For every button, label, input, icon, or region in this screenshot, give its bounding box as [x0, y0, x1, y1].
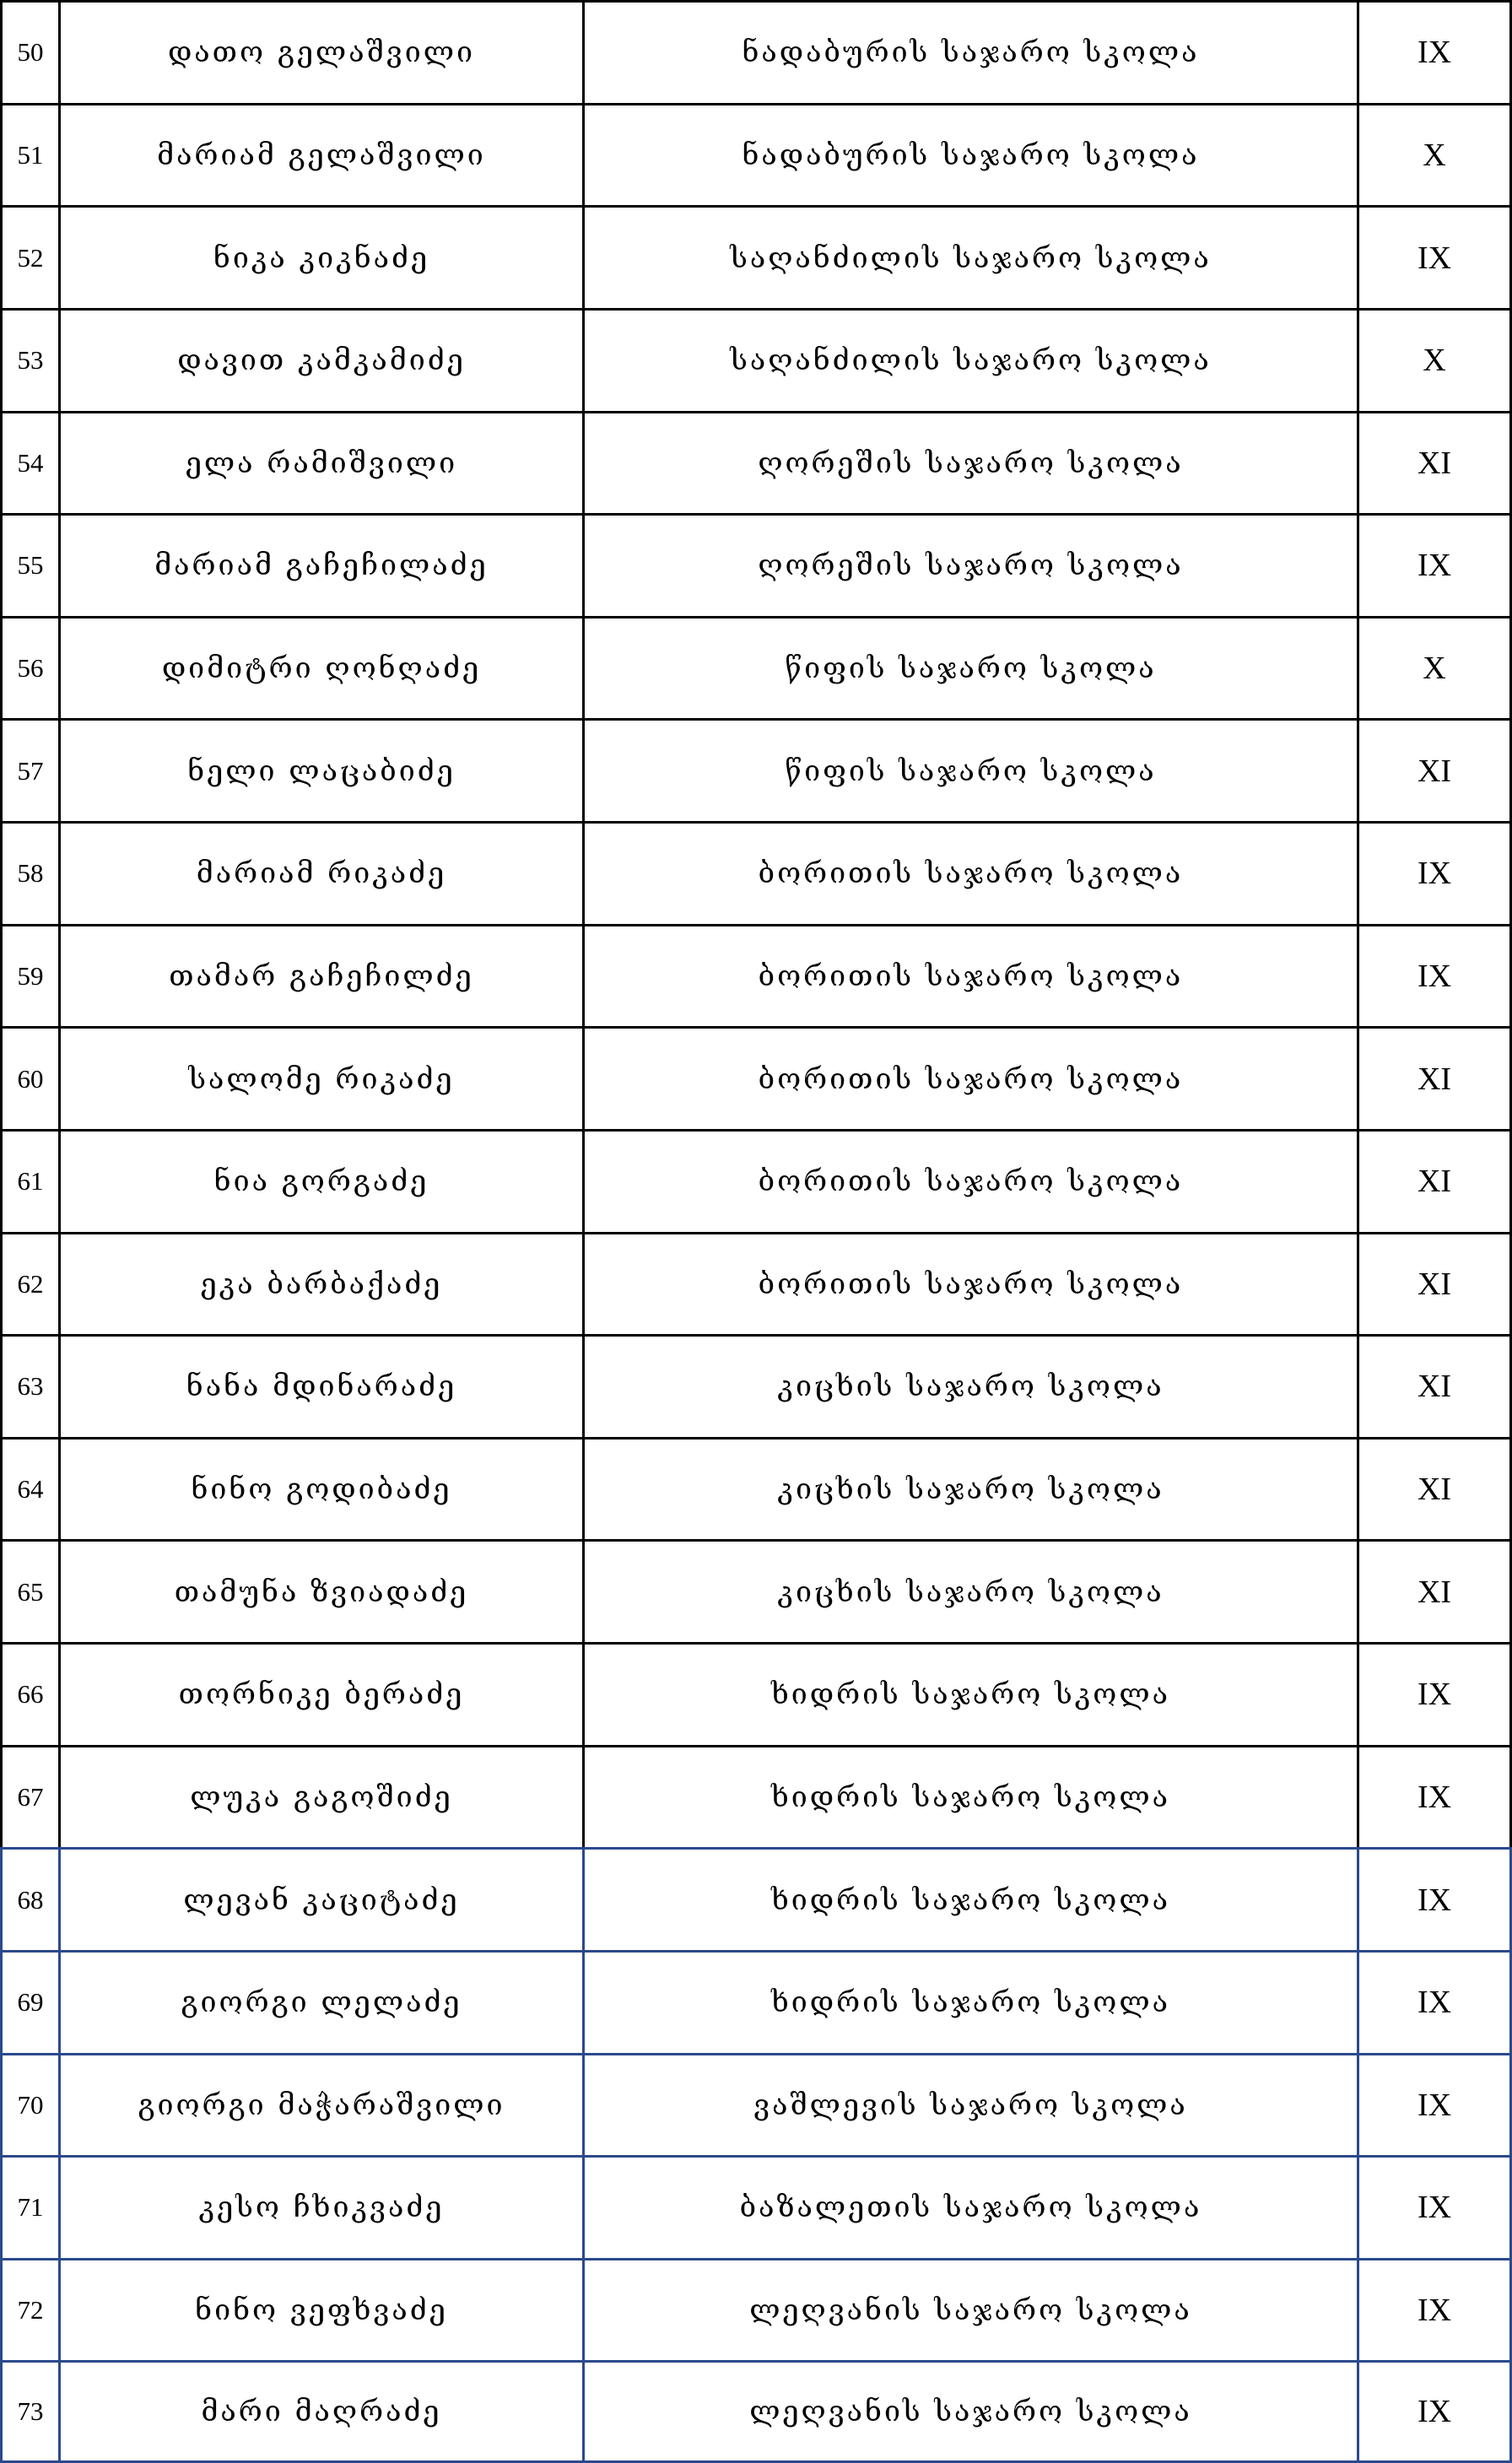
table-row	[0, 821, 1512, 924]
grade: IX	[1357, 2258, 1512, 2361]
student-name: ელა რამიშვილი	[58, 411, 582, 514]
table-row	[0, 616, 1512, 719]
school-name: ხიდრის საჯარო სკოლა	[582, 1745, 1357, 1848]
grade: IX	[1357, 513, 1512, 616]
table-row	[0, 1437, 1512, 1540]
school-name: ღორეშის საჯარო სკოლა	[582, 411, 1357, 514]
table-row	[0, 513, 1512, 616]
row-number: 65	[0, 1539, 58, 1642]
table-row	[0, 103, 1512, 206]
student-name: მარიამ გელაშვილი	[58, 103, 582, 206]
table-row	[0, 1539, 1512, 1642]
table-row	[0, 205, 1512, 308]
student-name: მარიამ რიკაძე	[58, 821, 582, 924]
row-number: 50	[0, 0, 58, 103]
row-number: 53	[0, 308, 58, 411]
row-number: 66	[0, 1642, 58, 1745]
school-name: ბორითის საჯარო სკოლა	[582, 924, 1357, 1027]
school-name: ლეღვანის საჯარო სკოლა	[582, 2360, 1357, 2463]
student-name: ნანა მდინარაძე	[58, 1334, 582, 1437]
row-number: 71	[0, 2155, 58, 2258]
grade: IX	[1357, 2155, 1512, 2258]
grade: IX	[1357, 1950, 1512, 2053]
student-name: მარი მაღრაძე	[58, 2360, 582, 2463]
table-row	[0, 1847, 1512, 1950]
table-row	[0, 1745, 1512, 1848]
school-name: კიცხის საჯარო სკოლა	[582, 1539, 1357, 1642]
table-row	[0, 2360, 1512, 2463]
student-name: თამარ გაჩეჩილძე	[58, 924, 582, 1027]
student-name: ლევან კაციტაძე	[58, 1847, 582, 1950]
table-row	[0, 1950, 1512, 2053]
table-row	[0, 1334, 1512, 1437]
table-row	[0, 1129, 1512, 1232]
row-number: 73	[0, 2360, 58, 2463]
school-name: ბორითის საჯარო სკოლა	[582, 1026, 1357, 1129]
grade: IX	[1357, 1745, 1512, 1848]
student-name: კესო ჩხიკვაძე	[58, 2155, 582, 2258]
student-name: დიმიტრი ღონღაძე	[58, 616, 582, 719]
row-number: 70	[0, 2053, 58, 2156]
school-name: კიცხის საჯარო სკოლა	[582, 1334, 1357, 1437]
grade: XI	[1357, 1539, 1512, 1642]
table-row	[0, 1026, 1512, 1129]
grade: IX	[1357, 924, 1512, 1027]
grade: X	[1357, 308, 1512, 411]
table-row	[0, 0, 1512, 103]
student-name: სალომე რიკაძე	[58, 1026, 582, 1129]
grade: IX	[1357, 821, 1512, 924]
school-name: საღანძილის საჯარო სკოლა	[582, 308, 1357, 411]
grade: IX	[1357, 2360, 1512, 2463]
row-number: 52	[0, 205, 58, 308]
student-name: ნიკა კიკნაძე	[58, 205, 582, 308]
school-name: ბაზალეთის საჯარო სკოლა	[582, 2155, 1357, 2258]
school-name: კიცხის საჯარო სკოლა	[582, 1437, 1357, 1540]
row-number: 64	[0, 1437, 58, 1540]
grade: XI	[1357, 1232, 1512, 1335]
table-row	[0, 411, 1512, 514]
student-name: თორნიკე ბერაძე	[58, 1642, 582, 1745]
grade: IX	[1357, 205, 1512, 308]
student-name: ნელი ლაცაბიძე	[58, 718, 582, 821]
grade: XI	[1357, 1437, 1512, 1540]
table-row	[0, 308, 1512, 411]
student-name: მარიამ გაჩეჩილაძე	[58, 513, 582, 616]
grade: IX	[1357, 2053, 1512, 2156]
school-name: ლეღვანის საჯარო სკოლა	[582, 2258, 1357, 2361]
school-name: ბორითის საჯარო სკოლა	[582, 1232, 1357, 1335]
school-name: ბორითის საჯარო სკოლა	[582, 821, 1357, 924]
row-number: 56	[0, 616, 58, 719]
school-name: ღორეშის საჯარო სკოლა	[582, 513, 1357, 616]
school-name: ბორითის საჯარო სკოლა	[582, 1129, 1357, 1232]
student-name: გიორგი ლელაძე	[58, 1950, 582, 2053]
row-number: 58	[0, 821, 58, 924]
row-number: 51	[0, 103, 58, 206]
row-number: 60	[0, 1026, 58, 1129]
row-number: 72	[0, 2258, 58, 2361]
table-row	[0, 2155, 1512, 2258]
table-row	[0, 1642, 1512, 1745]
grade: XI	[1357, 718, 1512, 821]
row-number: 63	[0, 1334, 58, 1437]
table-row	[0, 1232, 1512, 1335]
grade: IX	[1357, 1847, 1512, 1950]
grade: X	[1357, 103, 1512, 206]
table-row	[0, 2053, 1512, 2156]
student-name: დავით კამკამიძე	[58, 308, 582, 411]
row-number: 59	[0, 924, 58, 1027]
row-number: 54	[0, 411, 58, 514]
school-name: ვაშლევის საჯარო სკოლა	[582, 2053, 1357, 2156]
grade: IX	[1357, 0, 1512, 103]
school-name: წიფის საჯარო სკოლა	[582, 718, 1357, 821]
table-row	[0, 924, 1512, 1027]
school-name: ხიდრის საჯარო სკოლა	[582, 1642, 1357, 1745]
student-name: დათო გელაშვილი	[58, 0, 582, 103]
school-name: ხიდრის საჯარო სკოლა	[582, 1847, 1357, 1950]
row-number: 55	[0, 513, 58, 616]
table-row	[0, 718, 1512, 821]
row-number: 57	[0, 718, 58, 821]
school-name: საღანძილის საჯარო სკოლა	[582, 205, 1357, 308]
school-name: ხიდრის საჯარო სკოლა	[582, 1950, 1357, 2053]
grade: XI	[1357, 1129, 1512, 1232]
student-name: ნია გორგაძე	[58, 1129, 582, 1232]
student-name: ნინო ვეფხვაძე	[58, 2258, 582, 2361]
grade: XI	[1357, 411, 1512, 514]
grade: IX	[1357, 1642, 1512, 1745]
row-number: 67	[0, 1745, 58, 1848]
row-number: 62	[0, 1232, 58, 1335]
row-number: 68	[0, 1847, 58, 1950]
school-name: ნადაბურის საჯარო სკოლა	[582, 0, 1357, 103]
student-name: გიორგი მაჭარაშვილი	[58, 2053, 582, 2156]
table-row	[0, 2258, 1512, 2361]
student-name: ეკა ბარბაქაძე	[58, 1232, 582, 1335]
grade: XI	[1357, 1026, 1512, 1129]
school-name: წიფის საჯარო სკოლა	[582, 616, 1357, 719]
school-name: ნადაბურის საჯარო სკოლა	[582, 103, 1357, 206]
student-name: ნინო გოდიბაძე	[58, 1437, 582, 1540]
student-name: ლუკა გაგოშიძე	[58, 1745, 582, 1848]
student-name: თამუნა ზვიადაძე	[58, 1539, 582, 1642]
grade: X	[1357, 616, 1512, 719]
grade: XI	[1357, 1334, 1512, 1437]
row-number: 61	[0, 1129, 58, 1232]
row-number: 69	[0, 1950, 58, 2053]
